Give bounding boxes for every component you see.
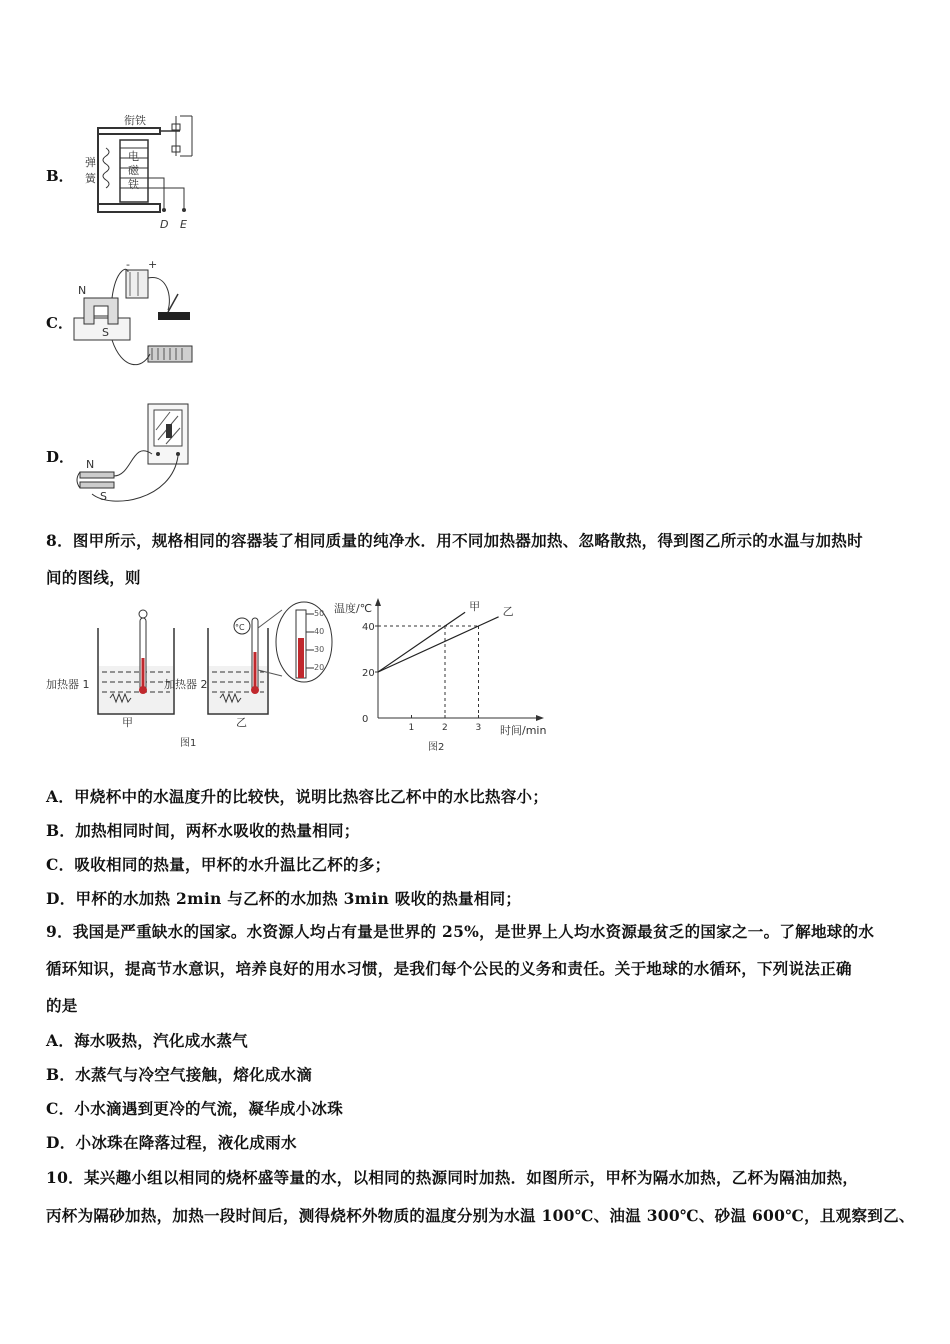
celsius-icon: °C bbox=[235, 623, 245, 632]
q9-choice-a: A．海水吸热，汽化成水蒸气 bbox=[46, 1031, 248, 1050]
option-c-label: C． bbox=[46, 314, 73, 332]
q9-stem-line-3: 的是 bbox=[46, 996, 78, 1015]
pole-s-c: S bbox=[102, 326, 109, 339]
y-tick-label: 40 bbox=[362, 622, 375, 633]
terminal-e: E bbox=[180, 218, 187, 231]
svg-text:+: + bbox=[148, 258, 158, 271]
figure-2-caption: 图2 bbox=[428, 742, 445, 753]
q10-stem-line-1: 10．某兴趣小组以相同的烧杯盛等量的水，以相同的热源同时加热．如图所示，甲杯为隔水加热，乙杯为隔油加热， bbox=[46, 1168, 859, 1187]
armature-label: 衔铁 bbox=[124, 114, 146, 127]
q9-choice-b: B．水蒸气与冷空气接触，熔化成水滴 bbox=[46, 1065, 313, 1084]
y-tick-label: 0 bbox=[362, 714, 369, 725]
scale-tick-40: 40 bbox=[314, 627, 325, 636]
heater-2-label: 加热器 2 bbox=[164, 678, 208, 691]
x-tick-label: 2 bbox=[442, 723, 448, 733]
magnet-label-3: 铁 bbox=[128, 178, 139, 191]
q8-choice-a: A．甲烧杯中的水温度升的比较快，说明比热容比乙杯中的水比热容小； bbox=[46, 787, 549, 806]
q9-stem-line-1: 9．我国是严重缺水的国家。水资源人均占有量是世界的 25%，是世界上人均水资源最贫乏的国家之一。了解地球的水 bbox=[46, 922, 875, 941]
q9-choice-d: D．小冰珠在降落过程，液化成雨水 bbox=[46, 1133, 297, 1152]
series-line-jia bbox=[378, 612, 465, 672]
q8-figure-1 bbox=[46, 600, 346, 752]
generator-figure-c bbox=[72, 258, 202, 373]
pole-n-d: N bbox=[86, 458, 95, 471]
q8-stem-line-1: 8．图甲所示，规格相同的容器装了相同质量的纯净水．用不同加热器加热、忽略散热，得到图乙所示的水温与加热时 bbox=[46, 531, 863, 550]
q9-stem-line-2: 循环知识，提高节水意识，培养良好的用水习惯，是我们每个公民的义务和责任。关于地球的水循环，下列说法正确 bbox=[46, 959, 852, 978]
scale-tick-30: 30 bbox=[314, 645, 325, 654]
beaker-jia-label: 甲 bbox=[122, 716, 133, 729]
terminal-d: D bbox=[160, 218, 169, 231]
generator-figure-d bbox=[72, 400, 202, 512]
series-label: 乙 bbox=[502, 604, 514, 618]
relay-figure bbox=[80, 108, 200, 238]
option-b-label: B． bbox=[46, 167, 74, 185]
q9-choice-c: C．小水滴遇到更冷的气流，凝华成小冰珠 bbox=[46, 1099, 344, 1118]
pole-n-c: N bbox=[78, 284, 87, 297]
beaker-yi-label: 乙 bbox=[236, 716, 247, 729]
q10-stem-line-2: 丙杯为隔砂加热，加热一段时间后，测得烧杯外物质的温度分别为水温 100℃、油温 300℃、砂温 600℃，且观察到乙、 bbox=[46, 1206, 915, 1225]
scale-tick-50: 50 bbox=[314, 609, 325, 618]
magnet-label-1: 电 bbox=[128, 150, 139, 163]
q8-figure-2-chart bbox=[330, 592, 560, 757]
heater-1-label: 加热器 1 bbox=[46, 678, 90, 691]
q8-choice-c: C．吸收相同的热量，甲杯的水升温比乙杯的多； bbox=[46, 855, 391, 874]
q8-stem-line-2: 间的图线，则 bbox=[46, 568, 141, 587]
spring-label-1: 弹 bbox=[85, 156, 96, 169]
x-tick-label: 3 bbox=[475, 723, 482, 733]
scale-tick-20: 20 bbox=[314, 663, 325, 672]
pole-s-d: S bbox=[100, 490, 107, 503]
x-axis-label: 时间/min bbox=[500, 724, 547, 737]
series-line-yi bbox=[378, 617, 499, 672]
svg-text:-: - bbox=[126, 258, 130, 271]
magnet-label-2: 磁 bbox=[128, 164, 139, 177]
series-label: 甲 bbox=[469, 600, 481, 614]
y-tick-label: 20 bbox=[362, 668, 375, 679]
spring-label-2: 簧 bbox=[85, 172, 96, 185]
x-tick-label: 1 bbox=[408, 723, 415, 733]
option-d-label: D． bbox=[46, 448, 75, 466]
q8-choice-b: B．加热相同时间，两杯水吸收的热量相同； bbox=[46, 821, 360, 840]
y-axis-label: 温度/℃ bbox=[334, 602, 373, 615]
q8-choice-d: D．甲杯的水加热 2min 与乙杯的水加热 3min 吸收的热量相同； bbox=[46, 889, 522, 908]
figure-1-caption: 图1 bbox=[180, 738, 197, 749]
